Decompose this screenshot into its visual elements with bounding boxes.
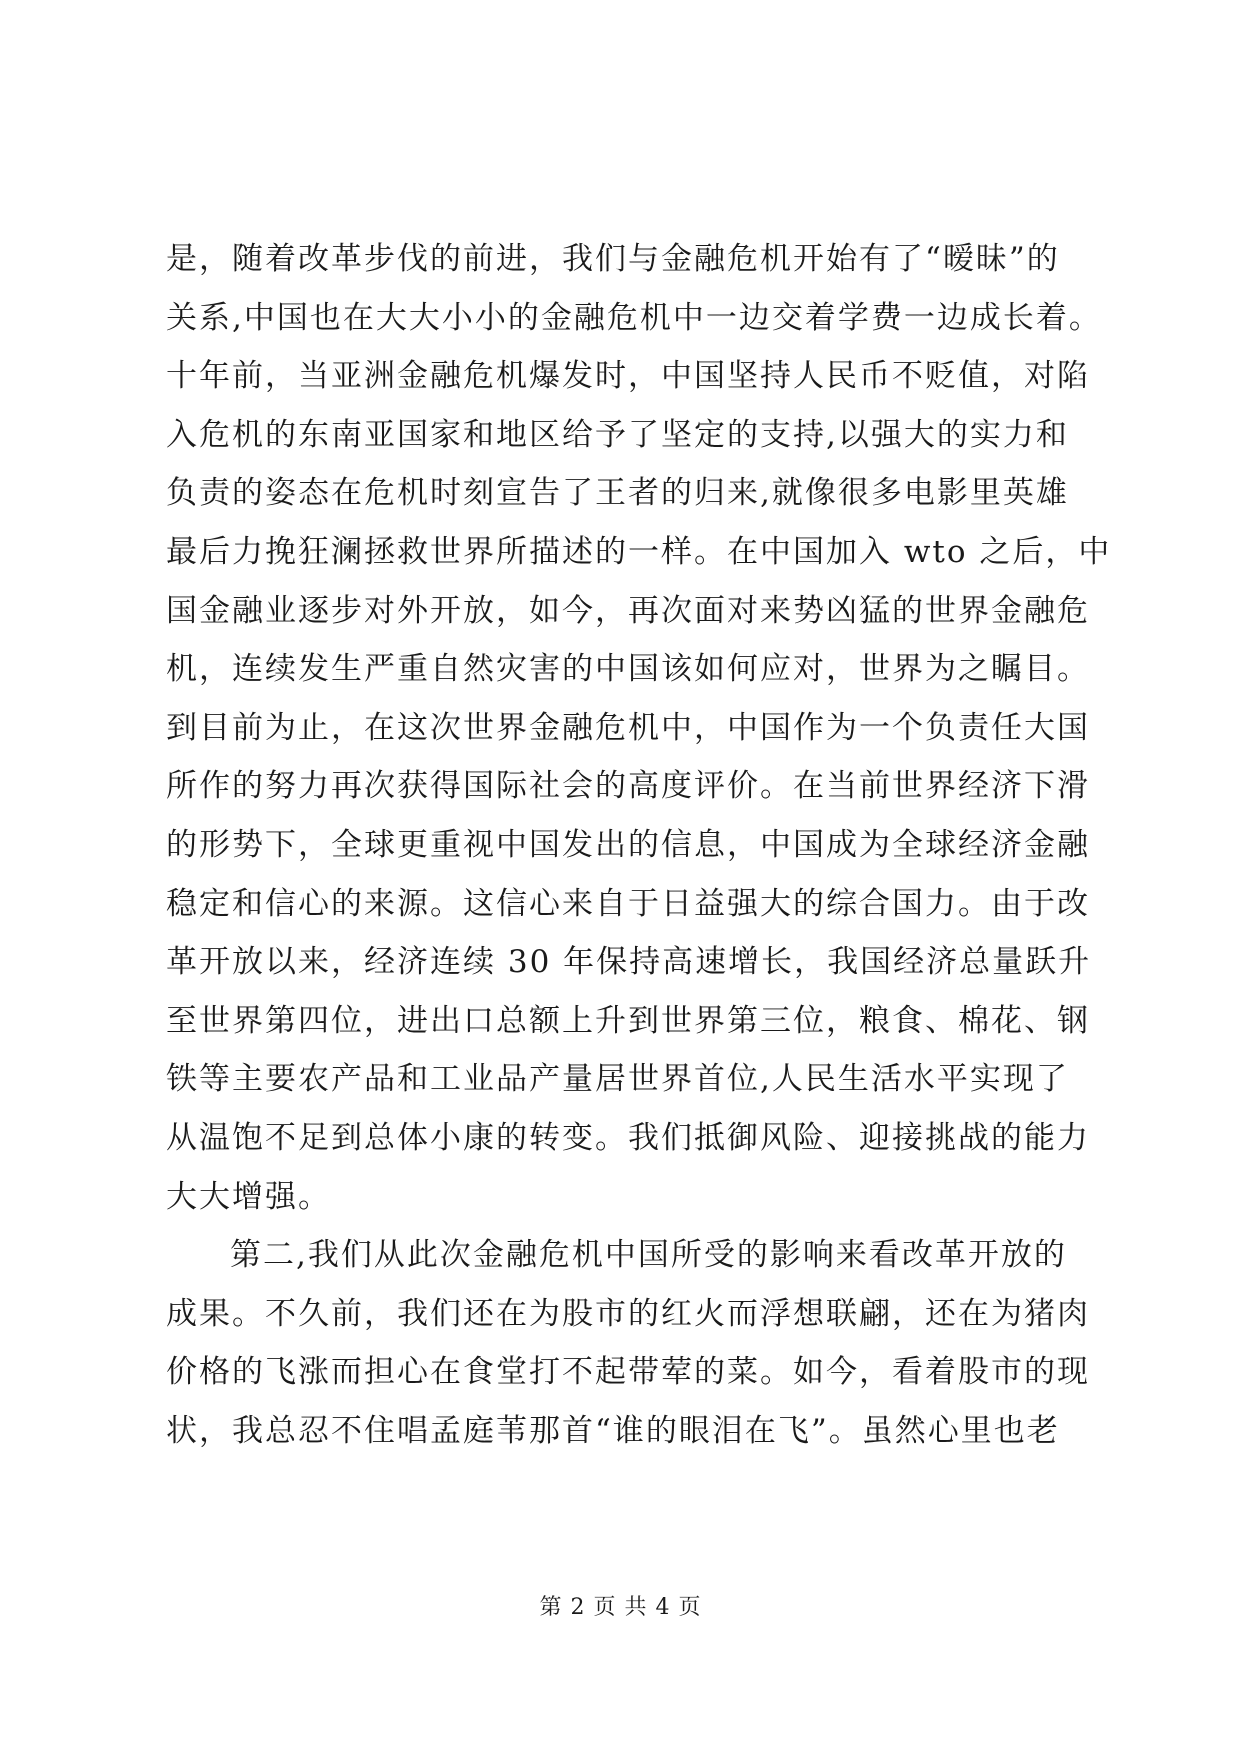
- text-line: 至世界第四位，进出口总额上升到世界第三位，粮食、棉花、钢: [166, 1002, 1090, 1039]
- text-line: 所作的努力再次获得国际社会的高度评价。在当前世界经济下滑: [166, 768, 1090, 805]
- page-footer: 第 2 页 共 4 页: [539, 1595, 702, 1620]
- text-line: 第二,我们从此次金融危机中国所受的影响来看改革开放的: [230, 1237, 1067, 1274]
- text-line: 机，连续发生严重自然灾害的中国该如何应对，世界为之瞩目。: [166, 651, 1090, 688]
- text-line: 成果。不久前，我们还在为股市的红火而浮想联翩，还在为猪肉: [166, 1295, 1090, 1332]
- text-line: 从温饱不足到总体小康的转变。我们抵御风险、迎接挑战的能力: [166, 1119, 1090, 1156]
- text-line: 铁等主要农产品和工业品产量居世界首位,人民生活水平实现了: [166, 1061, 1069, 1098]
- text-line: 到目前为止，在这次世界金融危机中，中国作为一个负责任大国: [166, 709, 1090, 746]
- text-line: 稳定和信心的来源。这信心来自于日益强大的综合国力。由于改: [166, 885, 1090, 922]
- text-line: 价格的飞涨而担心在食堂打不起带荤的菜。如今，看着股市的现: [166, 1354, 1090, 1391]
- text-line: 十年前，当亚洲金融危机爆发时，中国坚持人民币不贬值，对陷: [166, 358, 1090, 395]
- text-line: 负责的姿态在危机时刻宣告了王者的归来,就像很多电影里英雄: [166, 475, 1069, 512]
- body-text: [166, 230, 1112, 1460]
- text-line: 最后力挽狂澜拯救世界所描述的一样。在中国加入 wto 之后，中: [166, 533, 1112, 570]
- text-line: 国金融业逐步对外开放，如今，再次面对来势凶猛的世界金融危: [166, 592, 1090, 629]
- text-line: 关系,中国也在大大小小的金融危机中一边交着学费一边成长着。: [166, 299, 1102, 336]
- text-line: 革开放以来，经济连续 30 年保持高速增长，我国经济总量跃升: [166, 944, 1092, 981]
- text-line: 入危机的东南亚国家和地区给予了坚定的支持,以强大的实力和: [166, 416, 1069, 453]
- text-line: 是，随着改革步伐的前进，我们与金融危机开始有了“暧昧”的: [166, 241, 1060, 277]
- text-line: 的形势下，全球更重视中国发出的信息，中国成为全球经济金融: [166, 826, 1090, 863]
- text-line: 大大增强。: [166, 1178, 331, 1215]
- text-line: 状，我总忍不住唱孟庭苇那首“谁的眼泪在飞”。虽然心里也老: [166, 1412, 1060, 1449]
